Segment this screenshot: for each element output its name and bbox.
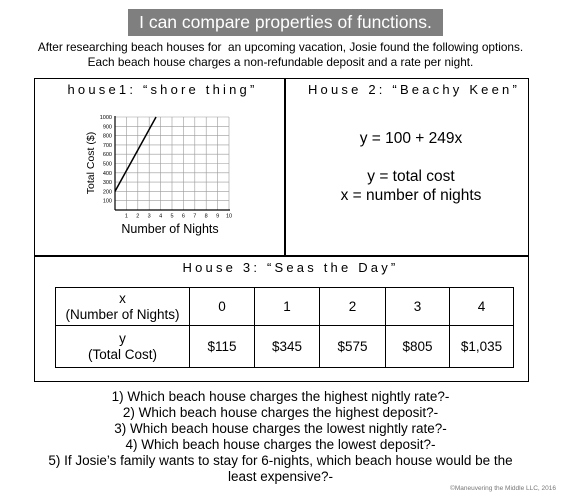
graph-y-tick-label: 100 [102, 198, 112, 205]
graph-x-tick-label: 10 [225, 213, 233, 220]
table-row-y [56, 326, 514, 368]
question-list [40, 389, 521, 485]
graph-x-tick-label: 2 [136, 213, 140, 220]
intro-line-1: After researching beach houses for an upcoming vacation, Josie found the following options. [37, 40, 524, 54]
graph-x-tick-label: 3 [147, 213, 151, 220]
table-cell: 4 [450, 288, 514, 326]
question-3: 3) Which beach house charges the lowest nightly rate?- [114, 421, 447, 436]
table-cell: 0 [190, 288, 255, 326]
table-cell: $345 [255, 326, 320, 368]
column-divider [284, 78, 286, 256]
house2-title: House 2: “Beachy Keen” [307, 82, 521, 97]
table-cell: 2 [320, 288, 386, 326]
graph-x-tick-label: 7 [193, 213, 197, 220]
house3-title: House 3: “Seas the Day” [182, 260, 399, 275]
graph-x-tick-label: 8 [204, 213, 208, 220]
table-x-label: x [119, 290, 126, 306]
house2-equation: y = 100 + 249x [359, 130, 463, 147]
question-4: 4) Which beach house charges the lowest deposit?- [125, 437, 436, 452]
house2-y-definition: y = total cost [367, 168, 455, 185]
graph-x-tick-label: 1 [124, 213, 128, 220]
graph-x-tick-label: 6 [181, 213, 185, 220]
table-cell: 3 [386, 288, 450, 326]
graph-x-tick-label: 4 [159, 213, 163, 220]
copyright-notice: ©Maneuvering the Middle LLC, 2016 [450, 485, 556, 492]
table-y-label: y [119, 330, 126, 346]
table-cell: 1 [255, 288, 320, 326]
intro-line-2: Each beach house charges a non-refundable deposit and a rate per night. [87, 55, 474, 69]
table-cell: $805 [386, 326, 450, 368]
graph-y-tick-label: 900 [102, 124, 112, 131]
table-y-sublabel: (Total Cost) [87, 346, 158, 362]
graph-y-tick-label: 500 [102, 161, 112, 168]
table-x-sublabel: (Number of Nights) [65, 306, 180, 322]
graph-y-tick-label: 600 [102, 152, 112, 159]
graph-x-tick-label: 5 [170, 213, 174, 220]
question-5: 5) If Josie’s family wants to stay for 6-nights, which beach house would be the least expensive?- [48, 453, 513, 484]
table-row-x [56, 288, 514, 326]
graph-y-axis-label: Total Cost ($) [85, 131, 97, 195]
table-cell: $1,035 [450, 326, 514, 368]
graph-y-tick-label: 1000 [99, 115, 112, 121]
house1-title: house1: “shore thing” [67, 82, 258, 97]
graph-y-tick-label: 200 [102, 189, 112, 196]
house3-table [55, 287, 514, 368]
graph-y-tick-label: 800 [102, 133, 112, 140]
question-1: 1) Which beach house charges the highest nightly rate?- [111, 389, 450, 404]
row-divider [34, 255, 529, 257]
graph-x-axis-label: Number of Nights [121, 222, 219, 236]
table-cell: $115 [190, 326, 255, 368]
house1-graph [60, 105, 250, 245]
question-2: 2) Which beach house charges the highest deposit?- [122, 405, 439, 420]
table-header-y [56, 326, 190, 368]
page-title: I can compare properties of functions. [128, 9, 443, 36]
graph-x-tick-label: 9 [216, 213, 220, 220]
graph-y-tick-label: 300 [102, 180, 112, 187]
table-cell: $575 [320, 326, 386, 368]
table-header-x [56, 288, 190, 326]
house2-x-definition: x = number of nights [340, 187, 482, 204]
graph-y-tick-label: 700 [102, 142, 112, 149]
graph-y-tick-label: 400 [102, 170, 112, 177]
